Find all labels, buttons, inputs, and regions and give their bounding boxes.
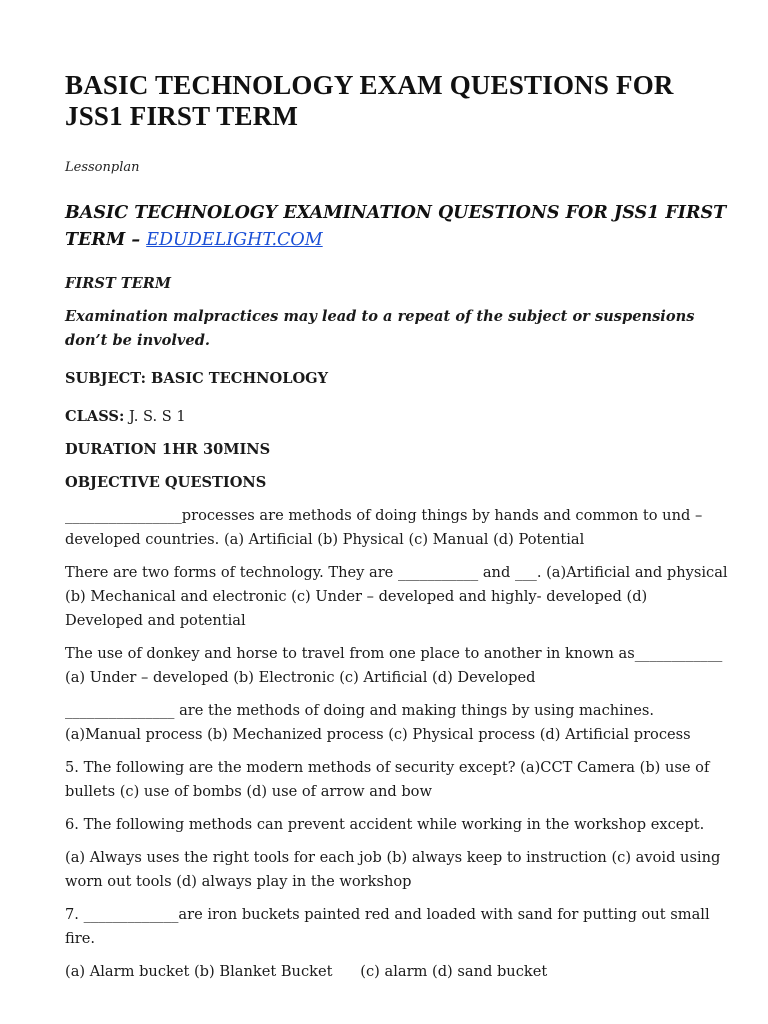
question-6: 6. The following methods can prevent accident while working in the workshop except. bbox=[65, 816, 705, 833]
class-line bbox=[65, 405, 728, 429]
section-heading: OBJECTIVE QUESTIONS bbox=[65, 474, 267, 491]
subtitle-text: BASIC TECHNOLOGY EXAMINATION QUESTIONS FOR JSS1 FIRST TERM – bbox=[65, 203, 727, 250]
subtitle-link[interactable]: EDUDELIGHT.COM bbox=[146, 230, 323, 250]
question-7: 7. _____________are iron buckets painted red and loaded with sand for putting out small fire. bbox=[65, 906, 710, 947]
class-label: CLASS: bbox=[65, 408, 125, 425]
question-5: 5. The following are the modern methods of security except? (a)CCT Camera (b) use of bullets (c) use of bombs (d) use of arrow and bow bbox=[65, 759, 710, 800]
class-value: J. S. S 1 bbox=[124, 408, 186, 425]
malpractice-warning: Examination malpractices may lead to a repeat of the subject or suspensions don’t be involved. bbox=[65, 308, 695, 349]
question-1: ________________processes are methods of doing things by hands and common to und – developed countries. (a) Artificial (b) Physical (c) Manual (d) Potential bbox=[65, 507, 703, 548]
question-4: _______________ are the methods of doing and making things by using machines. (a)Manual process (b) Mechanized process (c) Physical process (d) Artificial process bbox=[65, 702, 691, 743]
question-3: The use of donkey and horse to travel from one place to another in known as____________ (a) Under – developed (b) Electronic (c) Artificial (d) Developed bbox=[65, 645, 723, 686]
duration-line: DURATION 1HR 30MINS bbox=[65, 441, 271, 458]
subject-line: SUBJECT: BASIC TECHNOLOGY bbox=[65, 370, 329, 387]
category-label: Lessonplan bbox=[65, 160, 140, 175]
subtitle bbox=[65, 200, 728, 254]
term-label: FIRST TERM bbox=[65, 275, 172, 292]
question-7-options: (a) Alarm bucket (b) Blanket Bucket (c) alarm (d) sand bucket bbox=[65, 963, 548, 980]
page-title: BASIC TECHNOLOGY EXAM QUESTIONS FOR JSS1 FIRST TERM bbox=[65, 70, 674, 131]
question-2: There are two forms of technology. They are ___________ and ___. (a)Artificial and physical (b) Mechanical and electronic (c) Under – developed and highly- developed (d) Developed and potential bbox=[65, 564, 728, 629]
question-6-options: (a) Always uses the right tools for each job (b) always keep to instruction (c) avoid using worn out tools (d) always play in the workshop bbox=[65, 849, 721, 890]
